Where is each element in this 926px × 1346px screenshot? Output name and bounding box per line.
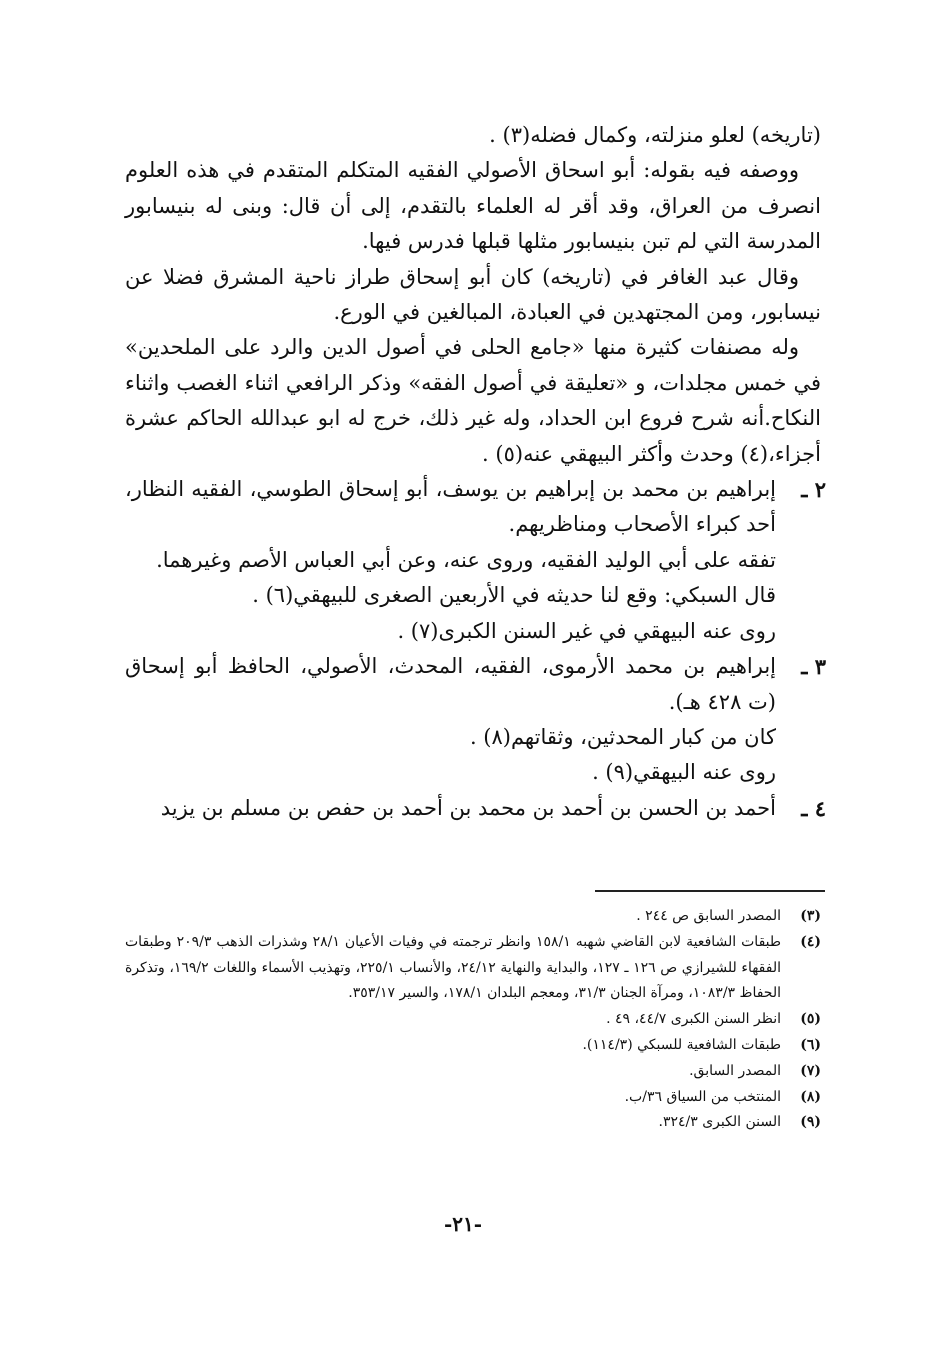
- entry-line: روى عنه البيهقي في غير السنن الكبرى(٧) .: [397, 618, 776, 643]
- footnote-4: [125, 930, 821, 1007]
- footnote-text: المصدر السابق.: [689, 1062, 781, 1079]
- footnote-7: [125, 1059, 821, 1085]
- entry-3: [125, 649, 826, 791]
- paragraph-3: وقال عبد الغافر في (تاريخه) كان أبو إسحاق طراز ناحية المشرق فضلا عن نيسابور، ومن المجتهدين في العبادة، المبالغين في الورع.: [125, 264, 821, 325]
- entry-line: قال السبكي: وقع لنا حديثه في الأربعين الصغرى للبيهقي(٦) .: [252, 583, 776, 608]
- paragraph-1: (تاريخه) لعلو منزلته، وكمال فضله(٣) .: [489, 123, 821, 147]
- footnotes: [125, 904, 821, 1136]
- footnote-text: طبقات الشافعية للسبكي (١١٤/٣).: [582, 1036, 781, 1053]
- footnote-divider: [595, 890, 825, 892]
- entry-number: ٣ ـ: [801, 654, 826, 680]
- entry-heading: أحمد بن الحسن بن أحمد بن محمد بن أحمد بن حفص بن مسلم بن يزيد: [160, 795, 776, 820]
- entry-heading: إبراهيم بن محمد الأرموى، الفقيه، المحدث، الأصولي، الحافظ أبو إسحاق (ت ٤٢٨ هـ).: [125, 654, 776, 714]
- entry-heading: إبراهيم بن محمد بن إبراهيم بن يوسف، أبو إسحاق الطوسي، الفقيه النظار، أحد كبراء الأصحاب ومناظريهم.: [125, 477, 776, 537]
- footnote-text: المنتخب من السياق ٣٦/ب.: [624, 1088, 781, 1105]
- footnote-9: [125, 1110, 821, 1136]
- footnote-number: (٤): [800, 933, 821, 950]
- entry-2: [125, 472, 826, 649]
- footnote-number: (٣): [800, 908, 821, 924]
- paragraph-4: وله مصنفات كثيرة منها «جامع الحلى في أصول الدين والرد على الملحدين» في خمس مجلدات، و «تعليقة في أصول الفقه» وذكر الرافعي اثناء الغصب واثناء النكاح.أنه شرح فروع ابن الحداد، وله غير ذلك، خرج له ابو عبدالله الحاكم عشرة أجزاء،(٤) وحدث وأكثر البيهقي عنه(٥) .: [125, 335, 821, 466]
- entry-line: روى عنه البيهقي(٩) .: [592, 760, 776, 785]
- footnote-text: السنن الكبرى ٣٢٤/٣.: [658, 1114, 781, 1131]
- entry-number: ٤ ـ: [801, 795, 826, 821]
- footnote-number: (٨): [800, 1088, 821, 1105]
- footnote-number: (٩): [800, 1114, 821, 1131]
- entry-line: كان من كبار المحدثين، وثقاتهم(٨) .: [469, 724, 776, 749]
- footnote-text: المصدر السابق ص ٢٤٤ .: [636, 908, 781, 924]
- footnote-number: (٧): [800, 1062, 821, 1079]
- footnote-text: طبقات الشافعية لابن القاضي شهبه ١٥٨/١ وانظر ترجمته في وفيات الأعيان ٢٨/١ وشذرات الذهب ٢٠٩/٣ وطبقات الفقهاء للشيرازي ص ١٢٦ ـ ١٢٧، والبداية والنهاية ٢٤/١٢، والأنساب ٢٢٥/١، وتهذيب الأسماء واللغات ١٦٩/٢، وتذكرة الحفاظ ١٠٨٣/٣، ومرآة الجنان ٣١/٣، ومعجم البلدان ١٧٨/١، والسير ٣٥٣/١٧.: [125, 933, 782, 1002]
- entry-line: تفقه على أبي الوليد الفقيه، وروى عنه، وعن أبي العباس الأصم وغيرهما.: [156, 547, 776, 572]
- footnote-number: (٥): [800, 1011, 821, 1028]
- footnote-3: [125, 904, 821, 930]
- footnote-5: [125, 1007, 821, 1033]
- page-number: -٢١-: [443, 1212, 483, 1236]
- footnote-text: انظر السنن الكبرى ٤٤/٧، ٤٩ .: [606, 1011, 781, 1028]
- footnote-8: [125, 1085, 821, 1111]
- footnote-number: (٦): [800, 1036, 821, 1053]
- paragraph-2: ووصفه فيه بقوله: أبو اسحاق الأصولي الفقيه المتكلم المتقدم في هذه العلوم انصرف من العراق، وقد أقر له العلماء بالتقدم، إلى أن قال: وبنى له بنيسابور المدرسة التي لم تبن بنيسابور مثلها قبلها فدرس فيها.: [125, 158, 821, 254]
- entry-number: ٢ ـ: [801, 477, 826, 503]
- main-text: [125, 118, 826, 826]
- footnote-6: [125, 1033, 821, 1059]
- entry-4: [125, 791, 826, 826]
